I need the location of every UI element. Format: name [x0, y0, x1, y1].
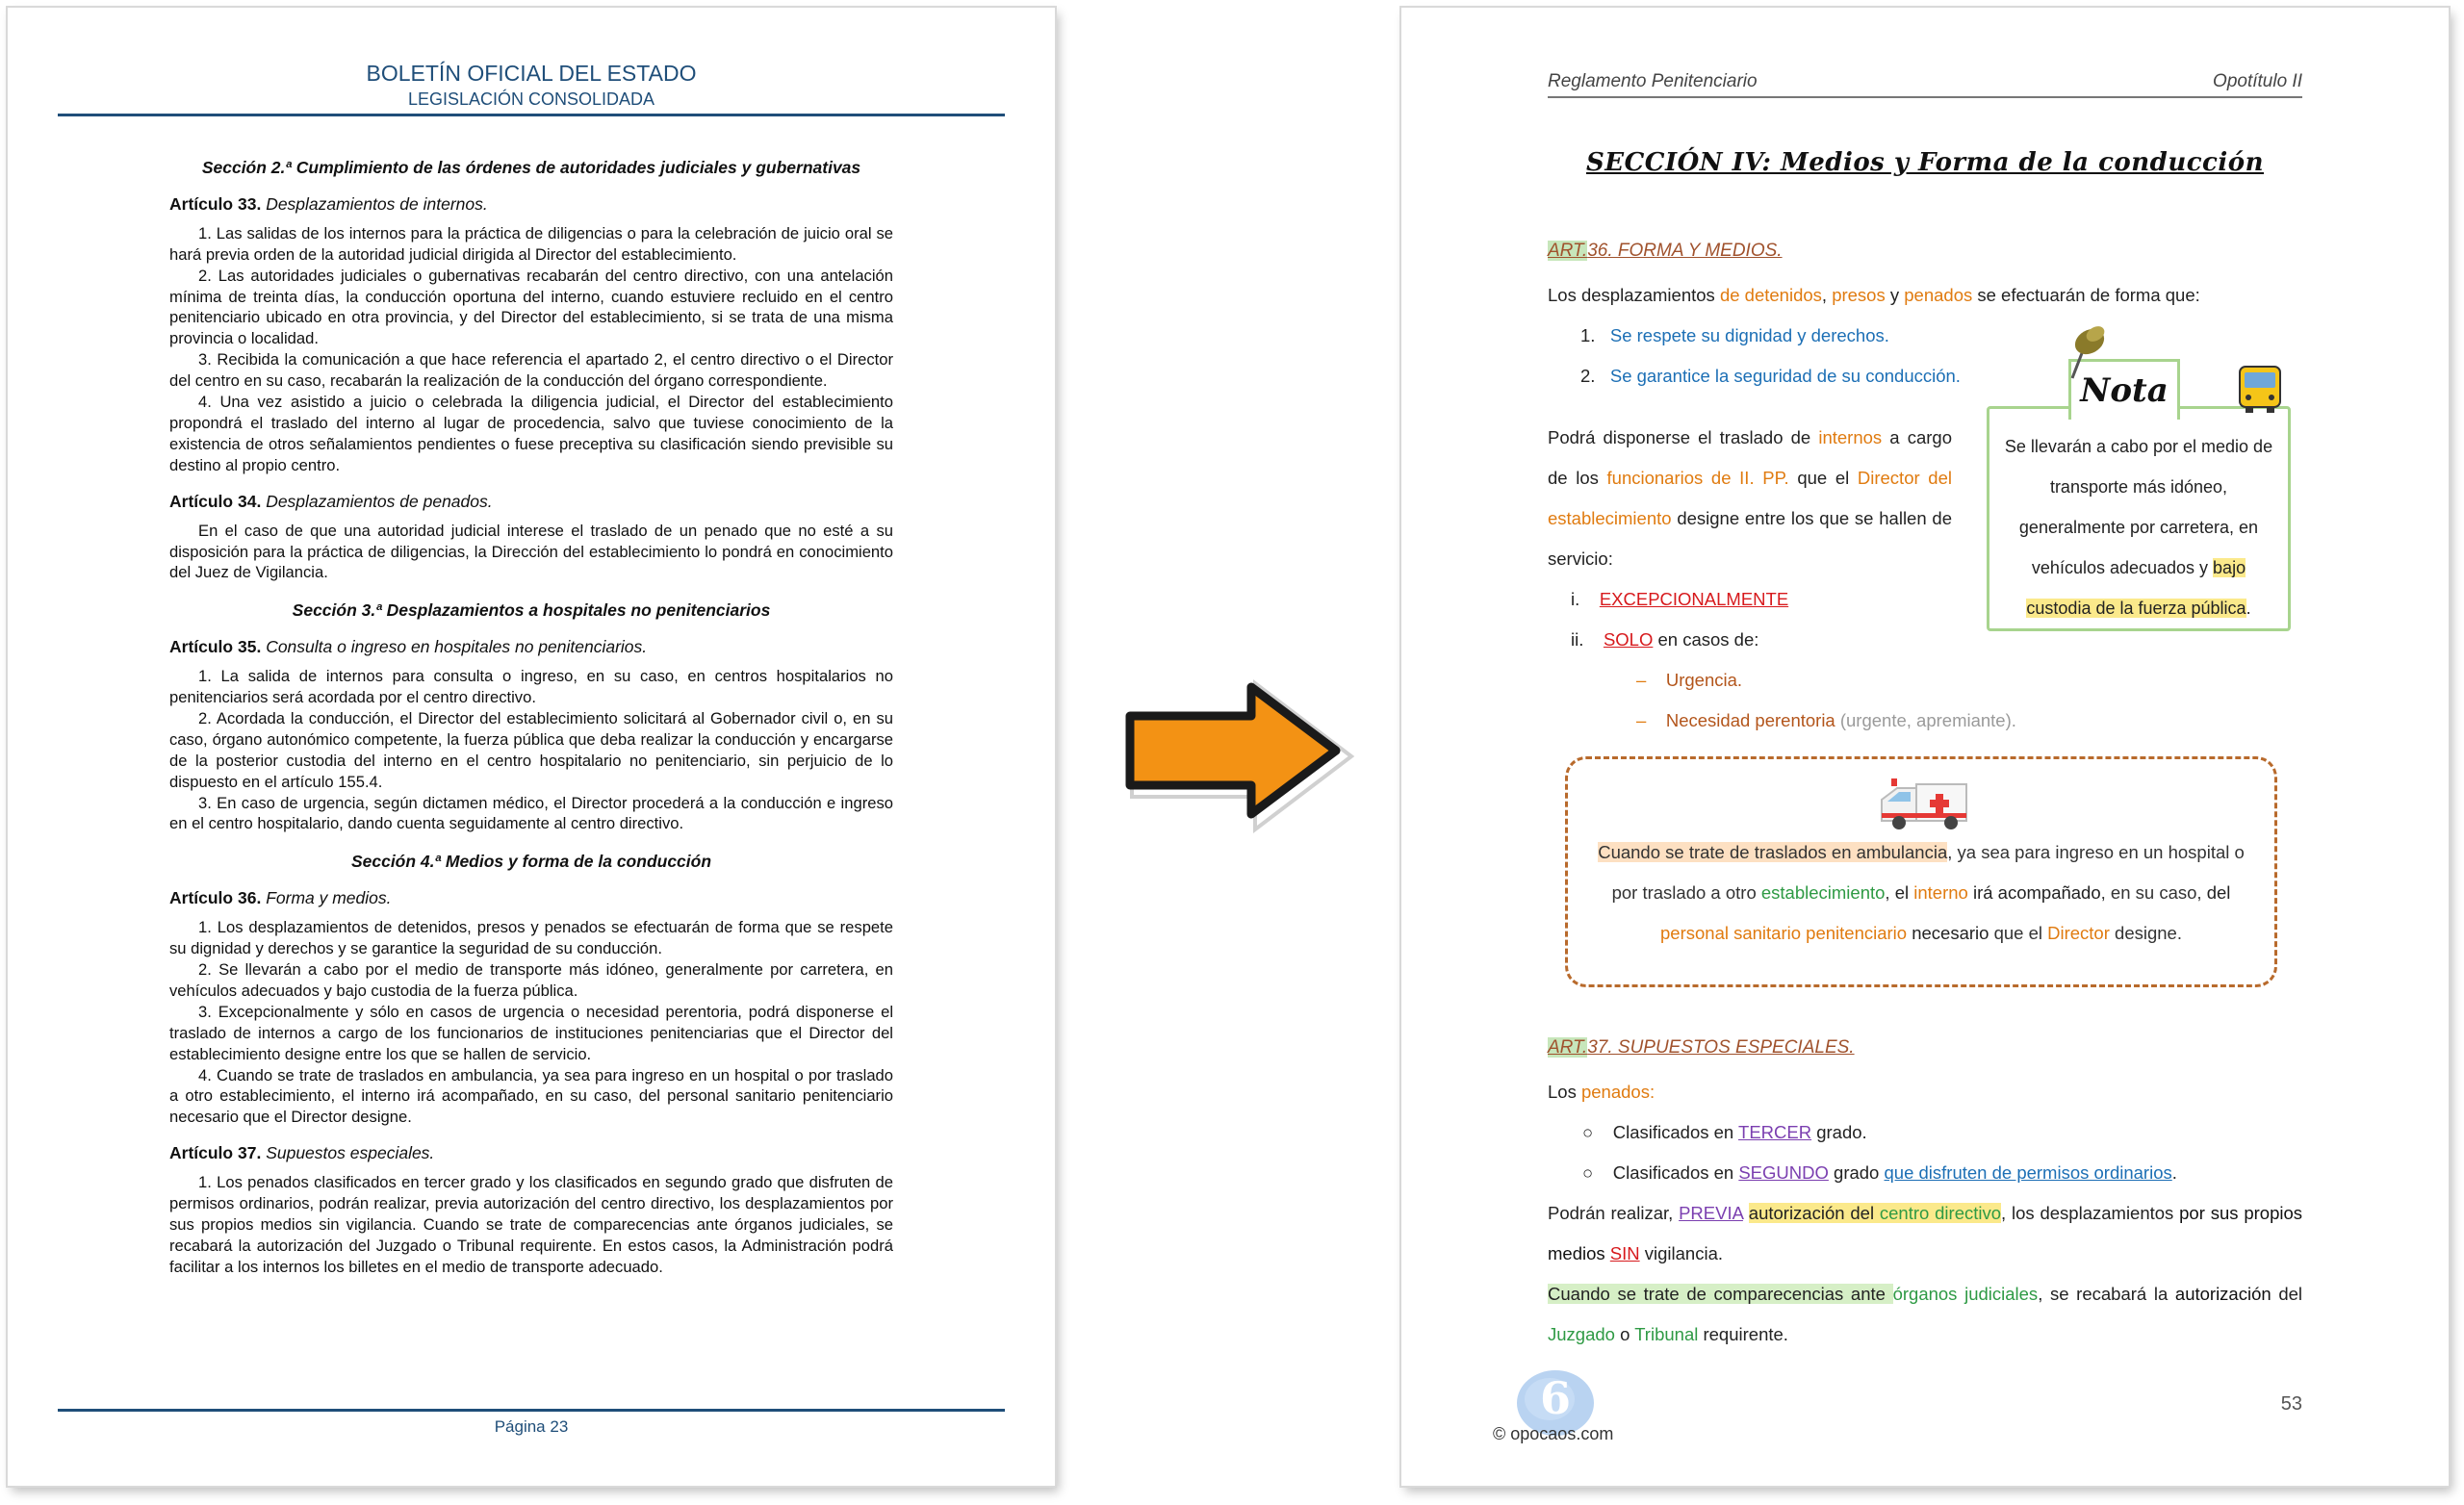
summary-header — [1548, 71, 2302, 98]
section-2-heading: Sección 2.ª Cumplimiento de las órdenes de autoridades judiciales y gubernativas — [201, 158, 861, 177]
circle-bullet: ○ — [1582, 1122, 1594, 1142]
article-33-heading — [169, 194, 893, 216]
nota-title: Nota — [2068, 359, 2180, 420]
numbered-item-2 — [1580, 356, 1961, 396]
text-run: PREVIA — [1679, 1203, 1743, 1223]
text-run: penados: — [1580, 1082, 1656, 1102]
boe-page — [8, 8, 1055, 1486]
article-36-label: Artículo 36. — [169, 888, 262, 908]
text-run: TERCER — [1738, 1122, 1812, 1142]
text-run: . — [2246, 599, 2251, 618]
article-35-label: Artículo 35. — [169, 637, 262, 657]
text-run: Se llevarán a cabo por el medio de transporte más idóneo, generalmente por carretera, en vehículos adecuados y — [2004, 437, 2273, 577]
header-left-text: Reglamento Penitenciario — [1548, 71, 1758, 91]
art-37-prefix: ART. — [1548, 1037, 1588, 1058]
nota-box — [1987, 371, 2291, 631]
art-37-heading — [1548, 1037, 1855, 1059]
article-33-paragraph: 1. Las salidas de los internos para la práctica de diligencias o para la celebración de juicio oral se hará previa orden de la autoridad judicial dirigida al Director del establecimiento. — [169, 223, 893, 264]
art-36-prefix: ART. — [1548, 241, 1588, 261]
previa-paragraph — [1548, 1193, 2302, 1274]
text-run: Clasificados en — [1612, 1122, 1739, 1142]
article-34-title: Desplazamientos de penados. — [266, 491, 493, 511]
text-run: funcionarios de II. PP. — [1606, 468, 1789, 488]
text-run: del — [2206, 882, 2231, 903]
text-run: o — [1614, 1324, 1635, 1344]
text-run: , ya sea para ingreso en un hospital o por traslado a otro — [1611, 842, 2245, 903]
text-run: órganos judiciales — [1892, 1284, 2039, 1304]
text-run: SEGUNDO — [1738, 1162, 1829, 1183]
nota-text — [2003, 426, 2274, 628]
item-text: Se respete su dignidad y derechos. — [1609, 325, 1889, 345]
article-35-heading — [169, 637, 893, 658]
item-number: 2. — [1580, 366, 1596, 386]
dash-text: Urgencia. — [1665, 670, 1743, 690]
ambulance-text — [1587, 832, 2255, 954]
bus-icon — [2236, 363, 2284, 415]
text-run: por sus propios medios — [1548, 1203, 2303, 1263]
text-run: designe. — [2109, 923, 2182, 943]
article-36-paragraph: 1. Los desplazamientos de detenidos, presos y penados se efectuarán de forma que se respete su dignidad y derechos y se garantice la seguridad de su conducción. — [169, 918, 893, 958]
text-run: designe entre los que se hallen de servicio: — [1548, 508, 1952, 569]
boe-footer-page-number: Página 23 — [58, 1409, 1005, 1437]
roman-number: i. — [1571, 589, 1580, 609]
circle-bullet: ○ — [1582, 1162, 1594, 1183]
article-36-paragraph: 3. Excepcionalmente y sólo en casos de urgencia o necesidad perentoria, podrá disponerse el traslado de internos a cargo de los funcionarios de instituciones penitenciarias que el Director del establecimiento designe entre los que se hallen de servicio. — [169, 1002, 893, 1063]
text-run: , en su caso, — [2100, 882, 2207, 903]
intro-paragraph — [1548, 275, 2200, 316]
text-run: grado. — [1811, 1122, 1867, 1142]
ambulance-icon — [1878, 771, 1970, 832]
circle-item-2 — [1582, 1153, 2177, 1193]
item-number: 1. — [1580, 325, 1596, 345]
text-run: Cuando se trate de traslados en ambulancia — [1598, 842, 1948, 862]
text-run: internos — [1818, 427, 1883, 447]
header-right-text: Opotítulo II — [2213, 71, 2302, 91]
article-36-paragraph: 2. Se llevarán a cabo por el medio de transporte más idóneo, generalmente por carretera, en vehículos adecuados y bajo custodia de la fuerza pública. — [169, 960, 893, 1000]
text-run: requirente. — [1698, 1324, 1788, 1344]
text-run: presos — [1832, 285, 1886, 305]
text-run: Podrá disponerse el traslado de — [1548, 427, 1819, 447]
text-run: interno — [1913, 882, 1968, 903]
article-33-label: Artículo 33. — [169, 193, 262, 214]
art-37-title: 37. SUPUESTOS ESPECIALES. — [1587, 1037, 1855, 1058]
text-run: detenidos — [1744, 285, 1822, 305]
text-run: que el — [1788, 468, 1858, 488]
text-run: , los desplazamientos — [2001, 1203, 2180, 1223]
roman-text: EXCEPCIONALMENTE — [1599, 589, 1789, 609]
roman-text: SOLO — [1603, 629, 1654, 650]
article-35-paragraph: 3. En caso de urgencia, según dictamen médico, el Director procederá a la conducción e ingreso en el centro hospitalario, dando cuenta seguidamente al centro directivo. — [169, 793, 893, 833]
numbered-item-1 — [1580, 316, 1889, 356]
text-run: Director — [2047, 923, 2110, 943]
section-title: SECCIÓN IV: Medios y Forma de la conducción — [1585, 148, 2265, 177]
text-run: bajo custodia de la fuerza pública — [2026, 558, 2246, 618]
article-36-paragraph: 4. Cuando se trate de traslados en ambulancia, ya sea para ingreso en un hospital o por traslado a otro establecimiento, el interno irá acompañado, en su caso, del personal sanitario penitenciario necesario que el Director designe. — [169, 1065, 893, 1127]
text-run: penados — [1904, 285, 1973, 305]
text-run: vigilancia. — [1639, 1243, 1724, 1263]
art-36-title: 36. FORMA Y MEDIOS. — [1587, 241, 1783, 261]
transfer-paragraph — [1548, 418, 1952, 579]
text-run: autorización del — [1748, 1203, 1880, 1223]
text-run: Director del establecimiento — [1548, 468, 1952, 528]
article-34-paragraph: En el caso de que una autoridad judicial interese el traslado de un penado que no esté a su disposición para la práctica de diligencias, la Dirección del establecimiento lo pondrá en conocimiento del Juez de Vigilancia. — [169, 521, 893, 582]
text-run: grado — [1828, 1162, 1885, 1183]
logo-glyph: 6 — [1539, 1372, 1571, 1424]
logo-text: © opocaos.com — [1493, 1424, 1614, 1443]
pushpin-icon — [2061, 320, 2115, 382]
article-37-title: Supuestos especiales. — [266, 1143, 435, 1163]
text-run: Clasificados en — [1612, 1162, 1739, 1183]
section-4-heading: Sección 4.ª Medios y forma de la conducción — [350, 852, 712, 872]
text-run: necesario — [1907, 923, 1989, 943]
article-33-paragraph: 3. Recibida la comunicación a que hace referencia el apartado 2, el centro directivo o el Director del centro en su caso, recabarán la realización de la conducción del órgano correspondiente. — [169, 350, 893, 391]
article-36-title: Forma y medios. — [266, 888, 392, 908]
text-run — [1743, 1203, 1749, 1223]
art-36-heading — [1548, 241, 1783, 262]
item-text: Se garantice la seguridad de su conducción. — [1609, 366, 1961, 386]
text-run: de — [1719, 285, 1745, 305]
text-run: , — [1821, 285, 1833, 305]
text-run: Podrán realizar, — [1548, 1203, 1680, 1223]
right-arrow-icon — [1105, 664, 1365, 837]
boe-header — [58, 60, 1005, 116]
text-run: del — [2271, 1284, 2303, 1304]
dash-text: Necesidad perentoria — [1665, 710, 1835, 730]
summary-page — [1401, 8, 2449, 1486]
dash-bullet: – — [1636, 670, 1647, 690]
article-37-paragraph: 1. Los penados clasificados en tercer grado y los clasificados en segundo grado que disfruten de permisos ordinarios, podrán realizar, previa autorización del centro directivo, los desplazamientos por sus propios medios sin vigilancia. Cuando se trate de comparecencias ante órganos judiciales, se recabará la autorización del Juzgado o Tribunal requirente. En estos casos, la Administración podrá facilitar a los internos los billetes en el medio de transporte adecuado. — [169, 1173, 893, 1276]
text-run: Juzgado — [1548, 1324, 1615, 1344]
text-run: centro directivo — [1879, 1203, 2002, 1223]
article-37-heading — [169, 1143, 893, 1164]
section-3-heading: Sección 3.ª Desplazamientos a hospitales no penitenciarios — [292, 600, 771, 621]
article-37-label: Artículo 37. — [169, 1143, 262, 1163]
comparecencias-paragraph — [1548, 1274, 2302, 1355]
dash-item-1 — [1636, 660, 1742, 701]
article-34-label: Artículo 34. — [169, 491, 262, 511]
article-34-heading — [169, 492, 893, 513]
article-35-paragraph: 2. Acordada la conducción, el Director del establecimiento solicitará al Gobernador civil o, en su caso, órgano autonómico competente, la fuerza pública que deba realizar la conducción y encargarse de la posterior custodia del interno en el centro hospitalario no penitenciario, sin perjuicio de lo dispuesto en el artículo 155.4. — [169, 708, 893, 791]
article-36-heading — [169, 888, 893, 909]
text-run: se efectuarán de forma que: — [1972, 285, 2200, 305]
boe-header-title: BOLETÍN OFICIAL DEL ESTADO — [366, 61, 697, 86]
circle-item-1 — [1582, 1112, 1867, 1153]
text-run: Cuando se trate de comparecencias ante — [1548, 1284, 1893, 1304]
article-33-paragraph: 4. Una vez asistido a juicio o celebrada la diligencia judicial, el Director del establecimiento propondrá el traslado del interno al lugar de procedencia, salvo que tuviese conocimiento de la existencia de otros señalamientos pendientes o fuese preceptiva su clasificación siendo previsible su destino al propio centro. — [169, 393, 893, 474]
text-run: y — [1885, 285, 1905, 305]
boe-body — [169, 158, 893, 1278]
text-run: establecimiento — [1760, 882, 1886, 903]
dash-item-2 — [1636, 701, 2016, 741]
article-33-paragraph: 2. Las autoridades judiciales o gubernativas recabarán del centro directivo, con una antelación mínima de treinta días, la conducción oportuna del interno, cuando estuviere recluido en el centro penitenciario ubicado en otra provincia, y del Director del establecimiento, si se trata de una misma provincia o localidad. — [169, 266, 893, 348]
dash-bullet: – — [1636, 710, 1647, 730]
text-run: el — [1894, 882, 1914, 903]
text-run: SIN — [1609, 1243, 1640, 1263]
text-run: irá acompañado — [1967, 882, 2101, 903]
boe-header-subtitle: LEGISLACIÓN CONSOLIDADA — [407, 89, 655, 109]
text-run: , — [1885, 882, 1895, 903]
text-run: personal sanitario penitenciario — [1660, 923, 1908, 943]
penados-line — [1548, 1072, 1655, 1112]
text-run: que el — [1989, 923, 2048, 943]
text-run: . — [2171, 1162, 2177, 1183]
ambulance-box — [1565, 756, 2277, 987]
page-number: 53 — [2280, 1393, 2302, 1415]
roman-item-2 — [1571, 620, 1758, 660]
roman-text-rest: en casos de: — [1653, 629, 1759, 650]
text-run: Los — [1548, 1082, 1581, 1102]
roman-number: ii. — [1571, 629, 1584, 650]
dash-text-note: (urgente, apremiante). — [1835, 710, 2016, 730]
article-35-title: Consulta o ingreso en hospitales no penitenciarios. — [266, 637, 648, 657]
roman-item-1 — [1571, 579, 1788, 620]
text-run: a cargo de los — [1548, 427, 1952, 488]
text-run: Tribunal — [1634, 1324, 1699, 1344]
article-35-paragraph: 1. La salida de internos para consulta o ingreso, en su caso, en centros hospitalarios no penitenciarios será acordada por el centro directivo. — [169, 667, 893, 707]
article-33-title: Desplazamientos de internos. — [266, 193, 488, 214]
text-run: , se recabará la — [2038, 1284, 2175, 1304]
text-run: autorización — [2174, 1284, 2272, 1304]
text-run: que disfruten de permisos ordinarios — [1884, 1162, 2172, 1183]
text-run: Los desplazamientos — [1548, 285, 1720, 305]
